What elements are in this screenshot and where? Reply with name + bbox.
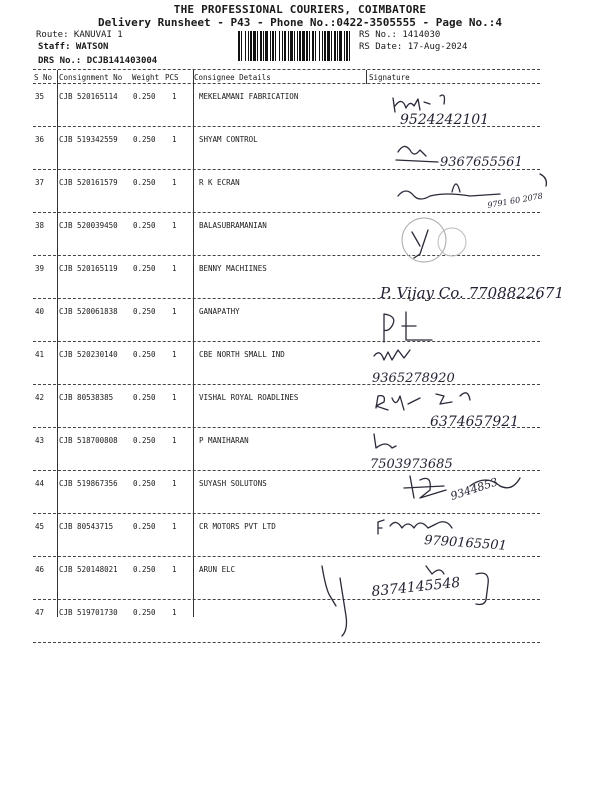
col-weight: Weight bbox=[132, 73, 160, 82]
row-consignee: CR MOTORS PVT LTD bbox=[199, 522, 276, 531]
row-consignee: SUYASH SOLUTONS bbox=[199, 479, 267, 488]
signature-phone-35: 9524242101 bbox=[400, 112, 490, 128]
signature-phone-39: P. Vijay Co. 7708822671 bbox=[380, 284, 565, 302]
row-consignee: BALASUBRAMANIAN bbox=[199, 221, 267, 230]
row-weight: 0.250 bbox=[133, 608, 156, 617]
row-sno: 47 bbox=[35, 608, 45, 617]
signature-mark bbox=[374, 350, 410, 360]
signature-phone-42: 6374657921 bbox=[430, 414, 520, 430]
row-weight: 0.250 bbox=[133, 436, 156, 445]
signature-mark bbox=[393, 95, 445, 112]
row-pcs: 1 bbox=[172, 608, 177, 617]
signature-mark bbox=[376, 393, 470, 410]
row-consignee: GANAPATHY bbox=[199, 307, 240, 316]
row-weight: 0.250 bbox=[133, 92, 156, 101]
signature-phone-45: 9790165501 bbox=[423, 533, 508, 554]
row-sno: 46 bbox=[35, 565, 45, 574]
signature-mark bbox=[384, 312, 432, 342]
row-weight: 0.250 bbox=[133, 178, 156, 187]
row-sno: 36 bbox=[35, 135, 45, 144]
row-pcs: 1 bbox=[172, 522, 177, 531]
row-consignee: SHYAM CONTROL bbox=[199, 135, 258, 144]
row-pcs: 1 bbox=[172, 436, 177, 445]
row-weight: 0.250 bbox=[133, 479, 156, 488]
signature-mark bbox=[396, 146, 438, 162]
row-sno: 43 bbox=[35, 436, 45, 445]
row-consignment-no: CJB 519342559 bbox=[59, 135, 118, 144]
row-sno: 39 bbox=[35, 264, 45, 273]
signature-phone-41: 9365278920 bbox=[372, 371, 455, 386]
row-sno: 41 bbox=[35, 350, 45, 359]
row-consignee: ARUN ELC bbox=[199, 565, 236, 574]
row-pcs: 1 bbox=[172, 350, 177, 359]
row-consignee: R K ECRAN bbox=[199, 178, 240, 187]
row-pcs: 1 bbox=[172, 565, 177, 574]
row-weight: 0.250 bbox=[133, 350, 156, 359]
signature-mark bbox=[374, 434, 396, 448]
row-sno: 44 bbox=[35, 479, 45, 488]
col-pcs: PCS bbox=[165, 73, 179, 82]
col-consignment: Consignment No bbox=[59, 73, 123, 82]
row-sno: 45 bbox=[35, 522, 45, 531]
row-consignment-no: CJB 519867356 bbox=[59, 479, 118, 488]
row-consignee: BENNY MACHIINES bbox=[199, 264, 267, 273]
row-consignment-no: CJB 518700808 bbox=[59, 436, 118, 445]
row-pcs: 1 bbox=[172, 178, 177, 187]
row-consignment-no: CJB 520165119 bbox=[59, 264, 118, 273]
drs-number: DRS No.: DCJB141403004 bbox=[38, 56, 158, 66]
signature-phone-44: 9344853 bbox=[448, 475, 500, 503]
signature-phone-36: 9367655561 bbox=[440, 155, 523, 170]
row-consignee: VISHAL ROYAL ROADLINES bbox=[199, 393, 299, 402]
row-consignee: P MANIHARAN bbox=[199, 436, 249, 445]
row-sno: 37 bbox=[35, 178, 45, 187]
row-consignment-no: CJB 520161579 bbox=[59, 178, 118, 187]
row-consignment-no: CJB 520148021 bbox=[59, 565, 118, 574]
signature-phone-43: 7503973685 bbox=[370, 457, 453, 472]
row-consignment-no: CJB 520039450 bbox=[59, 221, 118, 230]
row-pcs: 1 bbox=[172, 307, 177, 316]
col-signature: Signature bbox=[369, 73, 410, 82]
signature-phone-37: 9791 60 2078 bbox=[486, 191, 544, 210]
row-weight: 0.250 bbox=[133, 135, 156, 144]
row-consignee: MEKELAMANI FABRICATION bbox=[199, 92, 299, 101]
row-weight: 0.250 bbox=[133, 264, 156, 273]
row-consignment-no: CJB 520165114 bbox=[59, 92, 118, 101]
row-sno: 40 bbox=[35, 307, 45, 316]
company-title: THE PROFESSIONAL COURIERS, COIMBATORE bbox=[173, 3, 427, 16]
row-consignment-no: CJB 520061838 bbox=[59, 307, 118, 316]
row-consignment-no: CJB 519701730 bbox=[59, 608, 118, 617]
row-sno: 42 bbox=[35, 393, 45, 402]
signature-phone-46: 8374145548 bbox=[370, 574, 462, 600]
row-pcs: 1 bbox=[172, 221, 177, 230]
stamp-icon bbox=[438, 228, 466, 256]
row-weight: 0.250 bbox=[133, 221, 156, 230]
rs-number: RS No.: 1414030 bbox=[359, 30, 441, 40]
col-consignee: Consignee Details bbox=[194, 73, 271, 82]
row-consignee: CBE NORTH SMALL IND bbox=[199, 350, 285, 359]
row-weight: 0.250 bbox=[133, 565, 156, 574]
row-pcs: 1 bbox=[172, 92, 177, 101]
row-sno: 35 bbox=[35, 92, 45, 101]
row-pcs: 1 bbox=[172, 479, 177, 488]
runsheet-subtitle: Delivery Runsheet - P43 - Phone No.:0422-3505555 - Page No.:4 bbox=[98, 16, 502, 29]
row-pcs: 1 bbox=[172, 264, 177, 273]
row-sno: 38 bbox=[35, 221, 45, 230]
row-consignment-no: CJB 80543715 bbox=[59, 522, 114, 531]
row-consignment-no: CJB 520230140 bbox=[59, 350, 118, 359]
rs-date: RS Date: 17-Aug-2024 bbox=[359, 42, 468, 52]
row-weight: 0.250 bbox=[133, 307, 156, 316]
row-weight: 0.250 bbox=[133, 393, 156, 402]
signature-mark bbox=[322, 566, 488, 636]
row-pcs: 1 bbox=[172, 135, 177, 144]
route-label: Route: KANUVAI 1 bbox=[36, 30, 123, 40]
staff-label: Staff: WATSON bbox=[38, 42, 109, 52]
signature-mark bbox=[378, 520, 452, 534]
signature-mark bbox=[412, 230, 428, 258]
row-consignment-no: CJB 80538385 bbox=[59, 393, 114, 402]
row-weight: 0.250 bbox=[133, 522, 156, 531]
row-pcs: 1 bbox=[172, 393, 177, 402]
col-sno: S No bbox=[34, 73, 53, 82]
